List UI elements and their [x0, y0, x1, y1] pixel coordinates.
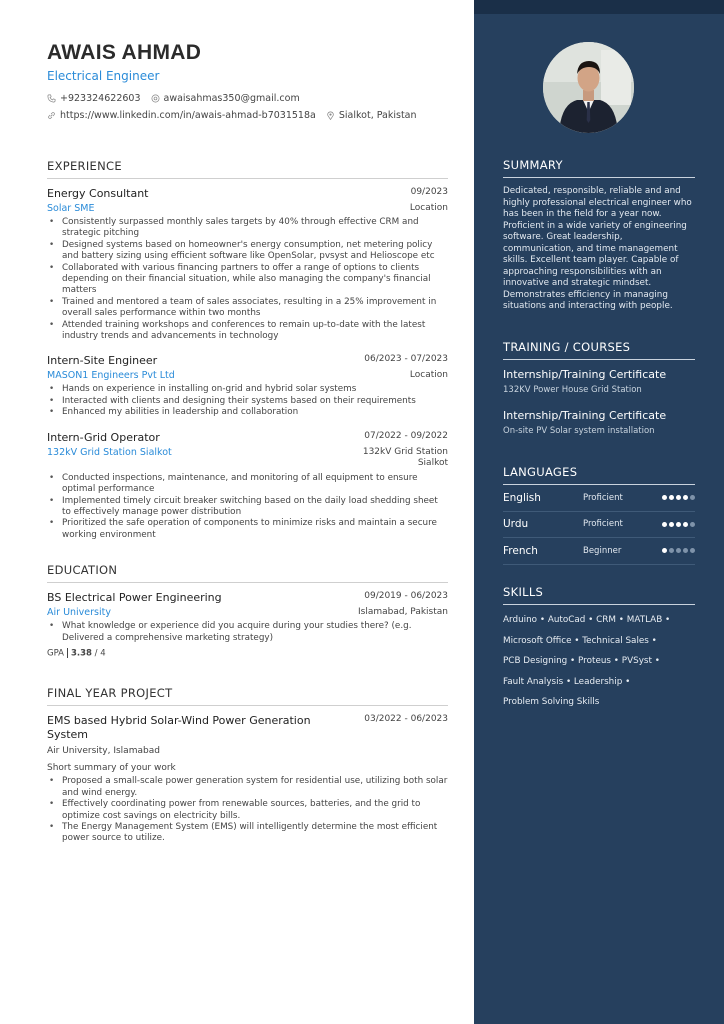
rating-dot-empty: [683, 548, 688, 553]
job-bullets: [47, 473, 448, 541]
rating-dot-filled: [683, 495, 688, 500]
language-row: [503, 512, 695, 539]
sidebar: [474, 0, 724, 1024]
phone-contact[interactable]: [47, 93, 141, 104]
skills-section: [474, 585, 724, 713]
language-rating: [660, 548, 695, 553]
bullet-item: • Attended training workshops and conferences to remain up-to-date with the latest industry trends and advancements in technology: [47, 320, 448, 343]
experience-entry: [47, 187, 448, 342]
bullet-item: • Hands on experience in installing on-grid and hybrid solar systems: [47, 384, 448, 395]
rating-dot-empty: [676, 548, 681, 553]
skills-line: Problem Solving Skills: [503, 697, 600, 707]
gpa-divider: [67, 648, 68, 658]
phone-icon: [47, 94, 56, 103]
company-name: MASON1 Engineers Pvt Ltd: [47, 370, 175, 382]
experience-entry: [47, 354, 448, 418]
candidate-role: Electrical Engineer: [47, 69, 160, 83]
language-name: Urdu: [503, 518, 529, 531]
rating-dot-filled: [662, 522, 667, 527]
bullet-item: • Trained and mentored a team of sales associates, resulting in a 25% improvement in overall sales performance within two months: [47, 297, 448, 320]
gpa-value: 3.38: [70, 648, 92, 659]
bullet-item: • Conducted inspections, maintenance, and monitoring of all equipment to ensure optimal performance: [47, 473, 448, 496]
education-heading: EDUCATION: [47, 563, 448, 583]
bullet-item: • Collaborated with various financing partners to offer a range of options to clients depending on their financial situation, while also managing the company's financial matters: [47, 263, 448, 297]
education-date: 09/2019 - 06/2023: [364, 591, 448, 602]
bullet-item: • Proposed a small-scale power generation system for residential use, utilizing both solar and wind energy.: [47, 776, 448, 799]
link-icon: [47, 111, 56, 120]
education-section: [47, 563, 448, 658]
email-text: awaisahmas350@gmail.com: [163, 93, 300, 104]
linkedin-text: https://www.linkedin.com/in/awais-ahmad-b7031518a: [60, 110, 316, 121]
job-title: Intern-Grid Operator: [47, 430, 160, 444]
project-summary: Short summary of your work: [47, 763, 176, 774]
job-title: Energy Consultant: [47, 187, 149, 200]
experience-entry: [47, 431, 448, 541]
skills-line: Microsoft Office • Technical Sales •: [503, 635, 657, 646]
project-org: Air University, Islamabad: [47, 746, 160, 757]
school-name: Air University: [47, 607, 111, 619]
location-contact: [326, 110, 417, 121]
contact-row: [47, 110, 448, 121]
skills-heading: SKILLS: [503, 585, 695, 605]
languages-section: [474, 465, 724, 565]
language-row: [503, 485, 695, 512]
gpa: [47, 648, 448, 659]
skills-line: PCB Designing • Proteus • PVSyst •: [503, 656, 660, 666]
candidate-name: AWAIS AHMAD: [47, 41, 202, 64]
bullet-item: • Prioritized the safe operation of components to minimize risks and maintain a secure working environment: [47, 518, 448, 541]
rating-dot-empty: [690, 548, 695, 553]
course-detail: 132KV Power House Grid Station: [503, 385, 642, 395]
school-location: Islamabad, Pakistan: [358, 607, 448, 618]
course-title: Internship/Training Certificate: [503, 368, 667, 381]
rating-dot-empty: [690, 495, 695, 500]
job-location-line: Sialkot: [417, 458, 448, 469]
education-bullets: [47, 621, 448, 644]
rating-dot-filled: [662, 495, 667, 500]
summary-text: Dedicated, responsible, reliable and and highly professional electrical engineer who has been in the field for a year now. Proficient in a wide variety of engineering software. Great leadership, communication, and time management skills. Excellent team player. Capable of approaching responsibilities with an innovative and strategic mindset. Demonstrates efficiency in managing situations and interacting with people.: [503, 186, 692, 311]
linkedin-contact[interactable]: [47, 110, 316, 121]
course-title: Internship/Training Certificate: [503, 409, 667, 422]
skills-line: Fault Analysis • Leadership •: [503, 676, 631, 687]
project-date: 03/2022 - 06/2023: [364, 714, 448, 725]
bullet-item: • Effectively coordinating power from renewable sources, batteries, and the grid to optimize cost savings on electricity bills.: [47, 799, 448, 822]
summary-heading: SUMMARY: [503, 158, 695, 178]
project-bullets: [47, 776, 448, 844]
language-level: Proficient: [583, 519, 623, 530]
rating-dot-filled: [662, 548, 667, 553]
location-pin-icon: [326, 111, 335, 120]
training-section: [474, 340, 724, 436]
skills-list: [503, 610, 695, 713]
sidebar-top-band: [474, 0, 724, 14]
project-heading: FINAL YEAR PROJECT: [47, 686, 448, 706]
email-contact[interactable]: [151, 93, 300, 104]
gpa-label: GPA: [47, 648, 64, 659]
degree-title: BS Electrical Power Engineering: [47, 591, 222, 605]
job-location: [363, 447, 448, 470]
summary-section: [474, 158, 724, 313]
rating-dot-filled: [676, 495, 681, 500]
at-icon: [151, 94, 160, 103]
job-date: 07/2022 - 09/2022: [364, 430, 448, 441]
language-name: French: [503, 544, 538, 557]
language-row: [503, 538, 695, 565]
course-detail: On-site PV Solar system installation: [503, 426, 655, 436]
project-name: EMS based Hybrid Solar-Wind Power Generation System: [47, 714, 311, 741]
language-name: English: [503, 491, 541, 504]
location-text: Sialkot, Pakistan: [338, 110, 417, 121]
phone-text: +923324622603: [60, 93, 141, 104]
bullet-item: • The Energy Management System (EMS) will intelligently determine the most efficient power source to utilize.: [47, 822, 448, 845]
bullet-item: • Interacted with clients and designing their systems based on their requirements: [47, 396, 448, 407]
rating-dot-filled: [669, 495, 674, 500]
bullet-item: • What knowledge or experience did you acquire during your studies there? (e.g. Delivered a comprehensive marketing strategy): [47, 621, 448, 644]
job-location: Location: [409, 203, 448, 213]
job-date: 06/2023 - 07/2023: [364, 354, 448, 365]
skills-line: Arduino • AutoCad • CRM • MATLAB •: [503, 615, 671, 625]
rating-dot-filled: [683, 522, 688, 527]
experience-section: [47, 159, 448, 541]
rating-dot-empty: [690, 522, 695, 527]
bullet-item: • Enhanced my abilities in leadership and collaboration: [47, 407, 448, 418]
job-title: Intern-Site Engineer: [47, 354, 158, 368]
language-level: Beginner: [583, 545, 622, 556]
experience-heading: EXPERIENCE: [47, 159, 448, 179]
job-bullets: [47, 217, 448, 342]
rating-dot-filled: [676, 522, 681, 527]
training-item: [503, 409, 695, 436]
language-rating: [660, 495, 695, 500]
language-rating: [660, 522, 695, 527]
job-bullets: [47, 384, 448, 418]
job-location-line: 132kV Grid Station: [362, 446, 448, 457]
job-location: Location: [409, 370, 448, 381]
rating-dot-empty: [669, 548, 674, 553]
job-date: 09/2023: [410, 187, 448, 197]
contact-row: [47, 93, 448, 104]
company-name: 132kV Grid Station Sialkot: [47, 446, 172, 458]
avatar: [543, 42, 634, 133]
language-level: Proficient: [583, 492, 623, 503]
rating-dot-filled: [669, 522, 674, 527]
company-name: Solar SME: [47, 203, 95, 214]
bullet-item: • Implemented timely circuit breaker switching based on the daily load shedding sheet to effectively manage power distribution: [47, 496, 448, 519]
training-item: [503, 368, 695, 395]
project-section: [47, 686, 448, 844]
languages-heading: LANGUAGES: [503, 465, 695, 485]
bullet-item: • Consistently surpassed monthly sales targets by 40% through effective CRM and strategic pitching: [47, 217, 448, 240]
gpa-max: / 4: [94, 648, 106, 659]
training-heading: TRAINING / COURSES: [503, 340, 695, 360]
bullet-item: • Designed systems based on homeowner's energy consumption, net metering policy and battery sizing using efficient software like OpenSolar, pvsyst and Helioscope etc: [47, 240, 448, 263]
